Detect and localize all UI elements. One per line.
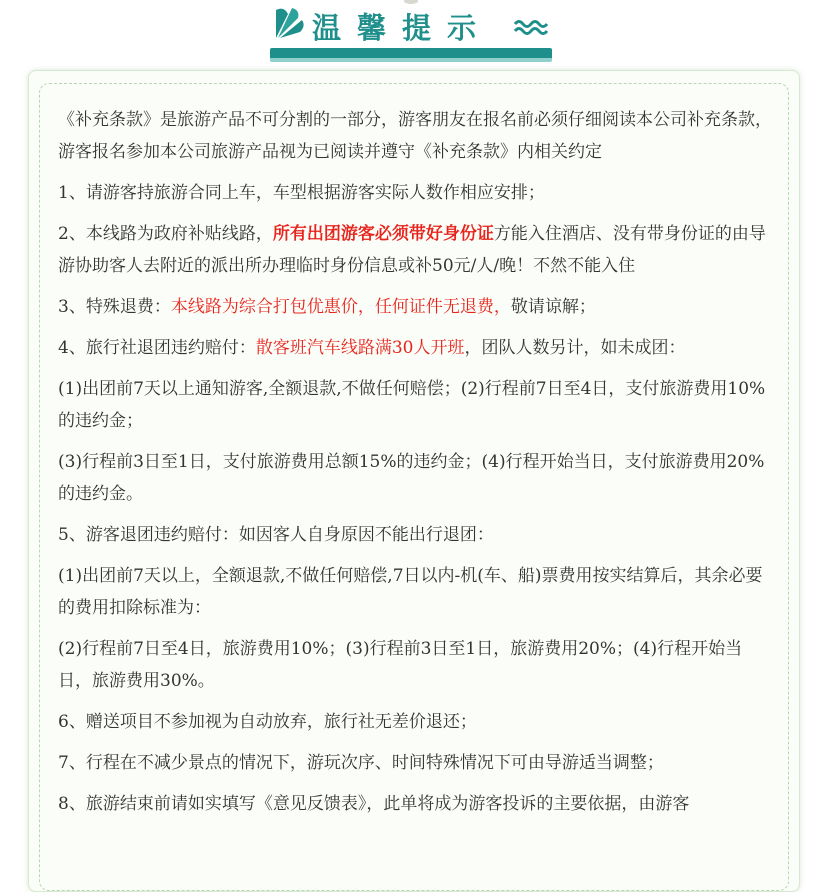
clause-7: 7、行程在不减少景点的情况下，游玩次序、时间特殊情况下可由导游适当调整；: [58, 753, 664, 773]
clause-3: [58, 291, 772, 323]
clause-5-item-1: (1)出团前7天以上，全额退款,不做任何赔偿,7日以内-机(车、船)票费用按实结算后，其余必要的费用扣除标准为：: [58, 566, 763, 618]
clause-8: 8、旅游结束前请如实填写《意见反馈表》，此单将成为游客投诉的主要依据，由游客: [58, 794, 690, 814]
page-title: 温馨提示: [312, 11, 493, 45]
header: [0, 0, 822, 70]
clause-3-highlight: 本线路为综合打包优惠价，任何证件无退费，: [170, 297, 511, 317]
clause-3-post: 敬请谅解；: [510, 297, 596, 317]
clause-3-pre: 3、特殊退费：: [58, 297, 171, 317]
clause-1: 1、请游客持旅游合同上车，车型根据游客实际人数作相应安排；: [58, 183, 545, 203]
clause-5: 5、游客退团违约赔付：如因客人自身原因不能出行退团：: [58, 525, 494, 545]
title-underline: [270, 48, 552, 62]
clause-2: [58, 218, 772, 282]
clause-4-post: ，团队人数另计，如未成团：: [464, 338, 686, 358]
clause-4-highlight: 散客班汽车线路满30人开班: [255, 338, 465, 358]
intro-paragraph: 《补充条款》是旅游产品不可分割的一部分，游客朋友在报名前必须仔细阅读本公司补充条款，游客报名参加本公司旅游产品视为已阅读并遵守《补充条款》内相关约定: [58, 110, 772, 162]
clause-2-post: 方能入住酒店、没有带身份证的由导游协助客人去附近的派出所办理临时身份信息或补50元/人/晚！不然不能入住: [58, 224, 766, 276]
clause-4-item-3-4: (3)行程前3日至1日，支付旅游费用总额15%的违约金；(4)行程开始当日，支付旅游费用20%的违约金。: [58, 452, 765, 504]
clause-4-pre: 4、旅行社退团违约赔付：: [58, 338, 256, 358]
clause-4: [58, 332, 772, 364]
clause-6: 6、赠送项目不参加视为自动放弃，旅行社无差价退还；: [58, 712, 477, 732]
clause-4-item-1-2: (1)出团前7天以上通知游客,全额退款,不做任何赔偿；(2)行程前7日至4日，支付旅游费用10%的违约金；: [58, 379, 766, 431]
notice-content: [58, 104, 772, 829]
clause-2-highlight: 所有出团游客必须带好身份证: [272, 224, 494, 244]
fan-decoration-icon: [272, 4, 306, 40]
clause-5-item-2-4: (2)行程前7日至4日，旅游费用10%；(3)行程前3日至1日，旅游费用20%；(4)行程开始当日，旅游费用30%。: [58, 639, 743, 691]
clause-2-pre: 2、本线路为政府补贴线路，: [58, 224, 273, 244]
wave-decoration-icon: [514, 18, 548, 36]
top-ornament-icon: [403, 0, 419, 5]
